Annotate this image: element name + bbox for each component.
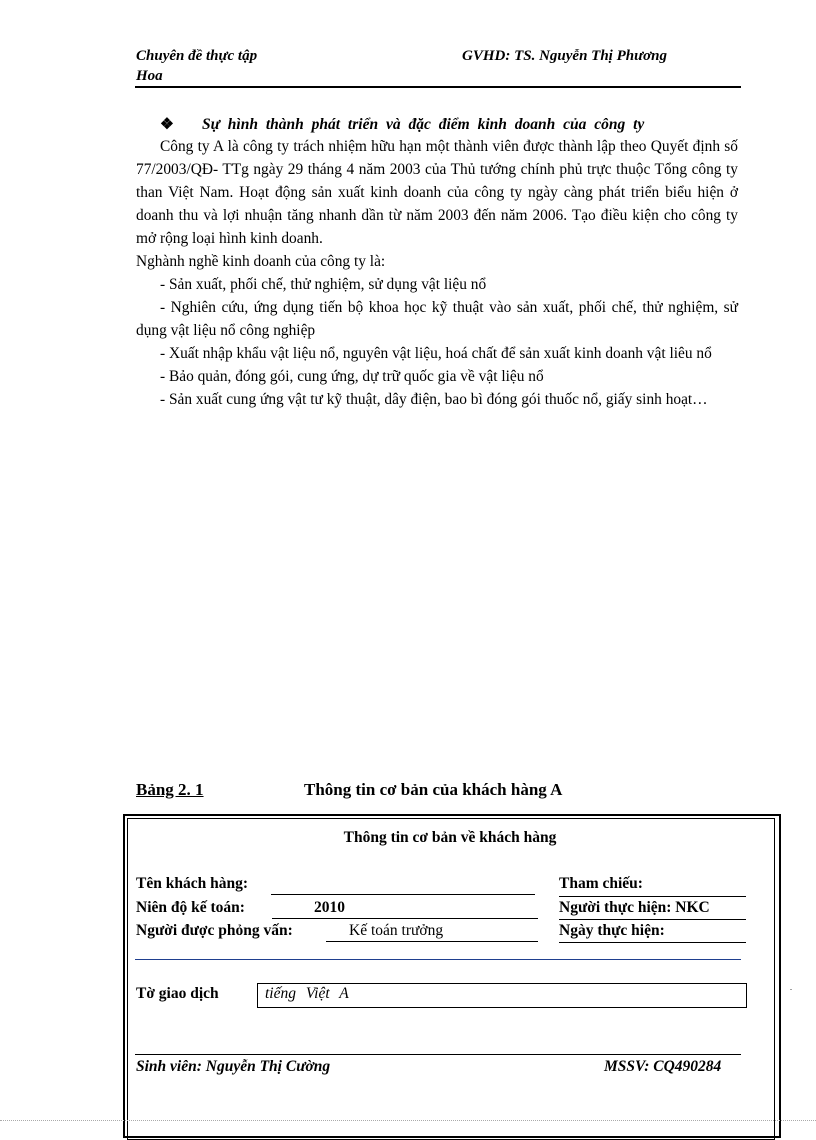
- customer-name-label: Tên khách hàng:: [136, 875, 248, 892]
- interviewee-label: Người được phỏng vấn:: [136, 922, 293, 939]
- reference-line: [559, 896, 746, 897]
- footer-student-id: MSSV: CQ490284: [604, 1058, 722, 1075]
- footer-student: Sinh viên: Nguyễn Thị Cường: [136, 1058, 331, 1075]
- date-line: [559, 942, 746, 943]
- fiscal-year-value: 2010: [314, 899, 345, 916]
- list-item: - Sản xuất cung ứng vật tư kỹ thuật, dây điện, bao bì đóng gói thuốc nổ, giấy sinh hoạt…: [160, 391, 708, 408]
- reference-label: Tham chiếu:: [559, 875, 643, 892]
- info-box-heading: Thông tin cơ bản về khách hàng: [343, 829, 557, 846]
- customer-name-line: [271, 894, 535, 895]
- performer-line: [559, 919, 746, 920]
- interviewee-line: [326, 941, 538, 942]
- table-label: Bảng 2. 1: [136, 780, 204, 799]
- header-course: Chuyên đề thực tập: [136, 48, 258, 64]
- paragraph-business-lines: Nghành nghề kinh doanh của công ty là:: [136, 253, 386, 270]
- fiscal-year-label: Niên độ kế toán:: [136, 899, 245, 916]
- list-item: - Bảo quản, đóng gói, cung ứng, dự trữ quốc gia về vật liệu nổ: [160, 368, 544, 385]
- header-left: [136, 46, 326, 86]
- footer-divider: [135, 1054, 741, 1055]
- paragraph-intro: Công ty A là công ty trách nhiệm hữu hạn một thành viên được thành lập theo Quyết định số 77/2003/QĐ- TTg ngày 29 tháng 4 năm 2003 của Thủ tướng chính phủ trực thuộc Tổng công ty than Việt Nam. Hoạt động sản xuất kinh doanh của công ty ngày càng phát triển biểu hiện ở doanh thu và lợi nhuận tăng nhanh dần từ năm 2003 đến năm 2006. Tạo điều kiện cho công ty mở rộng loại hình kinh doanh.: [136, 138, 738, 247]
- interviewee-value: Kế toán trưởng: [349, 922, 444, 939]
- transaction-label: Tờ giao dịch: [136, 985, 219, 1002]
- table-title: Thông tin cơ bản của khách hàng A: [304, 780, 563, 799]
- fiscal-year-line: [272, 918, 538, 919]
- list-item: - Nghiên cứu, ứng dụng tiến bộ khoa học kỹ thuật vào sản xuất, phối chế, thử nghiệm, sử dụng vật liệu nổ công nghiệp: [136, 299, 738, 339]
- header-divider: [135, 86, 741, 88]
- diamond-bullet-icon: ❖: [160, 116, 174, 133]
- body-text: [136, 135, 738, 411]
- section-title-text: Sự hình thành phát triển và đặc điểm kinh doanh của công ty: [202, 116, 645, 133]
- header-supervisor: GVHD: TS. Nguyễn Thị Phương: [462, 48, 667, 64]
- section-title: [160, 115, 644, 134]
- info-box-inner-border: [127, 818, 775, 1140]
- list-item: - Sản xuất, phối chế, thử nghiệm, sử dụng vật liệu nổ: [160, 276, 487, 293]
- date-label: Ngày thực hiện:: [559, 922, 665, 939]
- transaction-value: tiếng Việt A: [265, 985, 349, 1002]
- page-bottom-dotted-line: [0, 1120, 816, 1121]
- stray-mark: .: [790, 983, 792, 992]
- performer-label: Người thực hiện: NKC: [559, 899, 710, 916]
- list-item: - Xuất nhập khẩu vật liệu nổ, nguyên vật liệu, hoá chất để sản xuất kinh doanh vật liêu nổ: [160, 345, 712, 362]
- header-course-cont: Hoa: [136, 68, 163, 84]
- section-divider: [135, 959, 741, 960]
